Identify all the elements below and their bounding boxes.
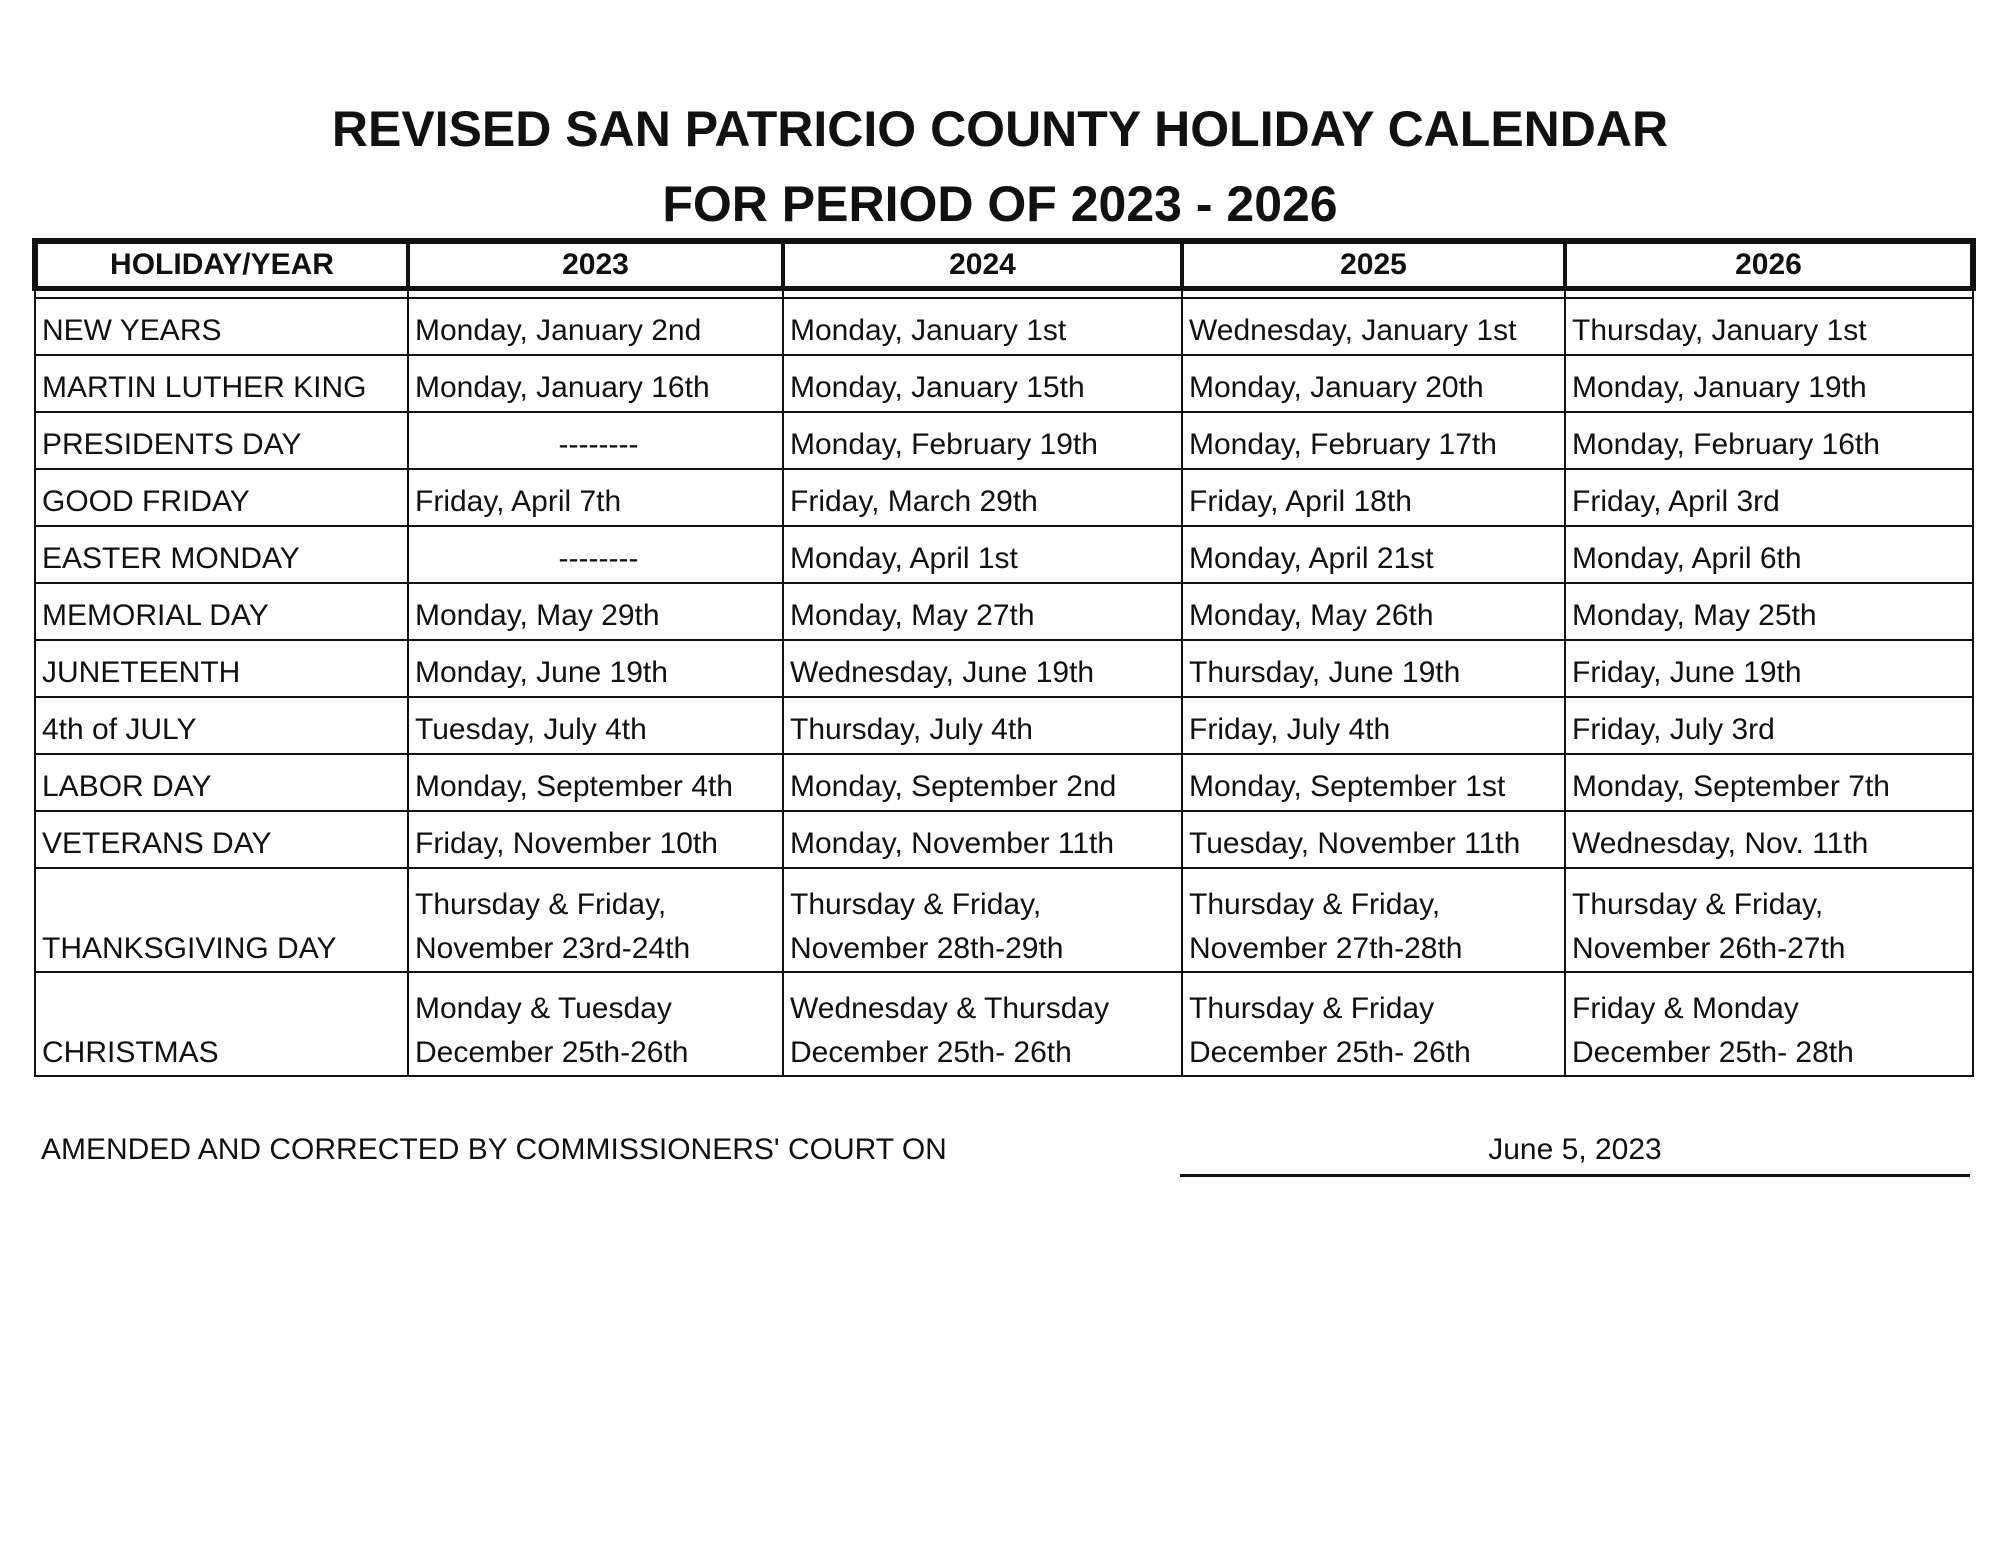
table-row	[35, 583, 1973, 640]
table-row	[35, 412, 1973, 469]
holiday-date-line: Thursday & Friday,	[1189, 888, 1441, 921]
holiday-date-cell: Friday, June 19th	[1565, 640, 1973, 697]
table-row	[35, 640, 1973, 697]
holiday-name-cell: GOOD FRIDAY	[35, 469, 408, 526]
holiday-calendar-table	[32, 238, 1976, 1077]
holiday-date-cell: Friday, March 29th	[783, 469, 1182, 526]
holiday-date-line: December 25th- 26th	[790, 1036, 1072, 1069]
holiday-date-cell: Friday, July 3rd	[1565, 697, 1973, 754]
holiday-date-cell: Monday, September 1st	[1182, 754, 1565, 811]
spacer-cell	[1565, 289, 1973, 299]
holiday-date-cell	[1565, 972, 1973, 1076]
holiday-name-cell: PRESIDENTS DAY	[35, 412, 408, 469]
holiday-name-cell: NEW YEARS	[35, 298, 408, 355]
holiday-date-cell	[783, 868, 1182, 972]
spacer-cell	[408, 289, 783, 299]
holiday-date-cell: Monday, January 16th	[408, 355, 783, 412]
table-row	[35, 469, 1973, 526]
holiday-date-cell	[408, 868, 783, 972]
holiday-date-cell: Tuesday, November 11th	[1182, 811, 1565, 868]
holiday-date-cell: Friday, April 18th	[1182, 469, 1565, 526]
holiday-date-cell: Wednesday, January 1st	[1182, 298, 1565, 355]
holiday-date-cell: Thursday, June 19th	[1182, 640, 1565, 697]
holiday-date-line: Thursday & Friday,	[1572, 888, 1824, 921]
holiday-date-cell	[783, 972, 1182, 1076]
table-row	[35, 697, 1973, 754]
holiday-date-cell: Friday, April 3rd	[1565, 469, 1973, 526]
holiday-date-cell: Monday, November 11th	[783, 811, 1182, 868]
holiday-date-cell: Monday, January 15th	[783, 355, 1182, 412]
holiday-date-line: November 27th-28th	[1189, 932, 1463, 965]
holiday-date-cell: Friday, November 10th	[408, 811, 783, 868]
document-subtitle: FOR PERIOD OF 2023 - 2026	[662, 176, 1338, 232]
holiday-date-cell: Monday, February 19th	[783, 412, 1182, 469]
holiday-date-cell: Monday, May 26th	[1182, 583, 1565, 640]
holiday-date-cell: Monday, January 1st	[783, 298, 1182, 355]
holiday-date-cell: --------	[408, 526, 783, 583]
table-spacer-row	[35, 289, 1973, 299]
header-2024: 2024	[783, 241, 1182, 289]
holiday-date-cell: Monday, September 7th	[1565, 754, 1973, 811]
holiday-name-cell: 4th of JULY	[35, 697, 408, 754]
holiday-date-cell: Thursday, January 1st	[1565, 298, 1973, 355]
header-2026: 2026	[1565, 241, 1973, 289]
holiday-date-cell: Monday, February 17th	[1182, 412, 1565, 469]
spacer-cell	[783, 289, 1182, 299]
amendment-label: AMENDED AND CORRECTED BY COMMISSIONERS' COURT ON	[41, 1133, 947, 1166]
holiday-name-cell: THANKSGIVING DAY	[35, 868, 408, 972]
holiday-date-cell: Wednesday, Nov. 11th	[1565, 811, 1973, 868]
holiday-date-cell: Friday, April 7th	[408, 469, 783, 526]
holiday-date-cell: Monday, May 29th	[408, 583, 783, 640]
holiday-date-line: Thursday & Friday,	[415, 888, 667, 921]
holiday-date-line: Thursday & Friday	[1189, 992, 1435, 1025]
table-row	[35, 298, 1973, 355]
table-header-row	[35, 241, 1973, 289]
holiday-date-cell: Monday, June 19th	[408, 640, 783, 697]
table-row	[35, 355, 1973, 412]
signature-line	[1180, 1174, 1970, 1177]
holiday-date-cell: Wednesday, June 19th	[783, 640, 1182, 697]
holiday-date-line: November 28th-29th	[790, 932, 1064, 965]
holiday-date-line: December 25th- 26th	[1189, 1036, 1471, 1069]
holiday-date-cell: Monday, May 25th	[1565, 583, 1973, 640]
holiday-name-cell: CHRISTMAS	[35, 972, 408, 1076]
holiday-date-cell: Monday, May 27th	[783, 583, 1182, 640]
spacer-cell	[35, 289, 408, 299]
holiday-name-cell: VETERANS DAY	[35, 811, 408, 868]
holiday-date-cell	[1565, 868, 1973, 972]
holiday-date-cell	[1182, 868, 1565, 972]
holiday-name-cell: MARTIN LUTHER KING	[35, 355, 408, 412]
table-row	[35, 754, 1973, 811]
table-row	[35, 811, 1973, 868]
holiday-date-line: Monday & Tuesday	[415, 992, 672, 1025]
holiday-date-line: December 25th- 28th	[1572, 1036, 1854, 1069]
holiday-date-cell: Monday, January 2nd	[408, 298, 783, 355]
holiday-date-cell: --------	[408, 412, 783, 469]
header-holiday-year: HOLIDAY/YEAR	[35, 241, 408, 289]
holiday-date-cell: Monday, April 21st	[1182, 526, 1565, 583]
holiday-date-cell: Tuesday, July 4th	[408, 697, 783, 754]
holiday-date-cell: Monday, April 1st	[783, 526, 1182, 583]
holiday-date-cell	[408, 972, 783, 1076]
header-2023: 2023	[408, 241, 783, 289]
holiday-date-line: November 23rd-24th	[415, 932, 691, 965]
holiday-date-line: November 26th-27th	[1572, 932, 1846, 965]
holiday-name-cell: EASTER MONDAY	[35, 526, 408, 583]
holiday-date-cell: Monday, September 2nd	[783, 754, 1182, 811]
holiday-name-cell: LABOR DAY	[35, 754, 408, 811]
holiday-date-line: Friday & Monday	[1572, 992, 1799, 1025]
table-row	[35, 526, 1973, 583]
holiday-date-cell: Monday, April 6th	[1565, 526, 1973, 583]
holiday-date-cell: Monday, January 20th	[1182, 355, 1565, 412]
table-row	[35, 868, 1973, 972]
holiday-name-cell: MEMORIAL DAY	[35, 583, 408, 640]
holiday-date-cell	[1182, 972, 1565, 1076]
document-title: REVISED SAN PATRICIO COUNTY HOLIDAY CALENDAR	[331, 101, 1669, 157]
holiday-date-cell: Monday, September 4th	[408, 754, 783, 811]
spacer-cell	[1182, 289, 1565, 299]
holiday-date-cell: Thursday, July 4th	[783, 697, 1182, 754]
holiday-date-line: Wednesday & Thursday	[790, 992, 1110, 1025]
holiday-date-cell: Friday, July 4th	[1182, 697, 1565, 754]
holiday-date-line: December 25th-26th	[415, 1036, 689, 1069]
holiday-date-cell: Monday, January 19th	[1565, 355, 1973, 412]
holiday-name-cell: JUNETEENTH	[35, 640, 408, 697]
holiday-date-line: Thursday & Friday,	[790, 888, 1042, 921]
holiday-date-cell: Monday, February 16th	[1565, 412, 1973, 469]
header-2025: 2025	[1182, 241, 1565, 289]
table-row	[35, 972, 1973, 1076]
amendment-date: June 5, 2023	[1488, 1133, 1662, 1166]
